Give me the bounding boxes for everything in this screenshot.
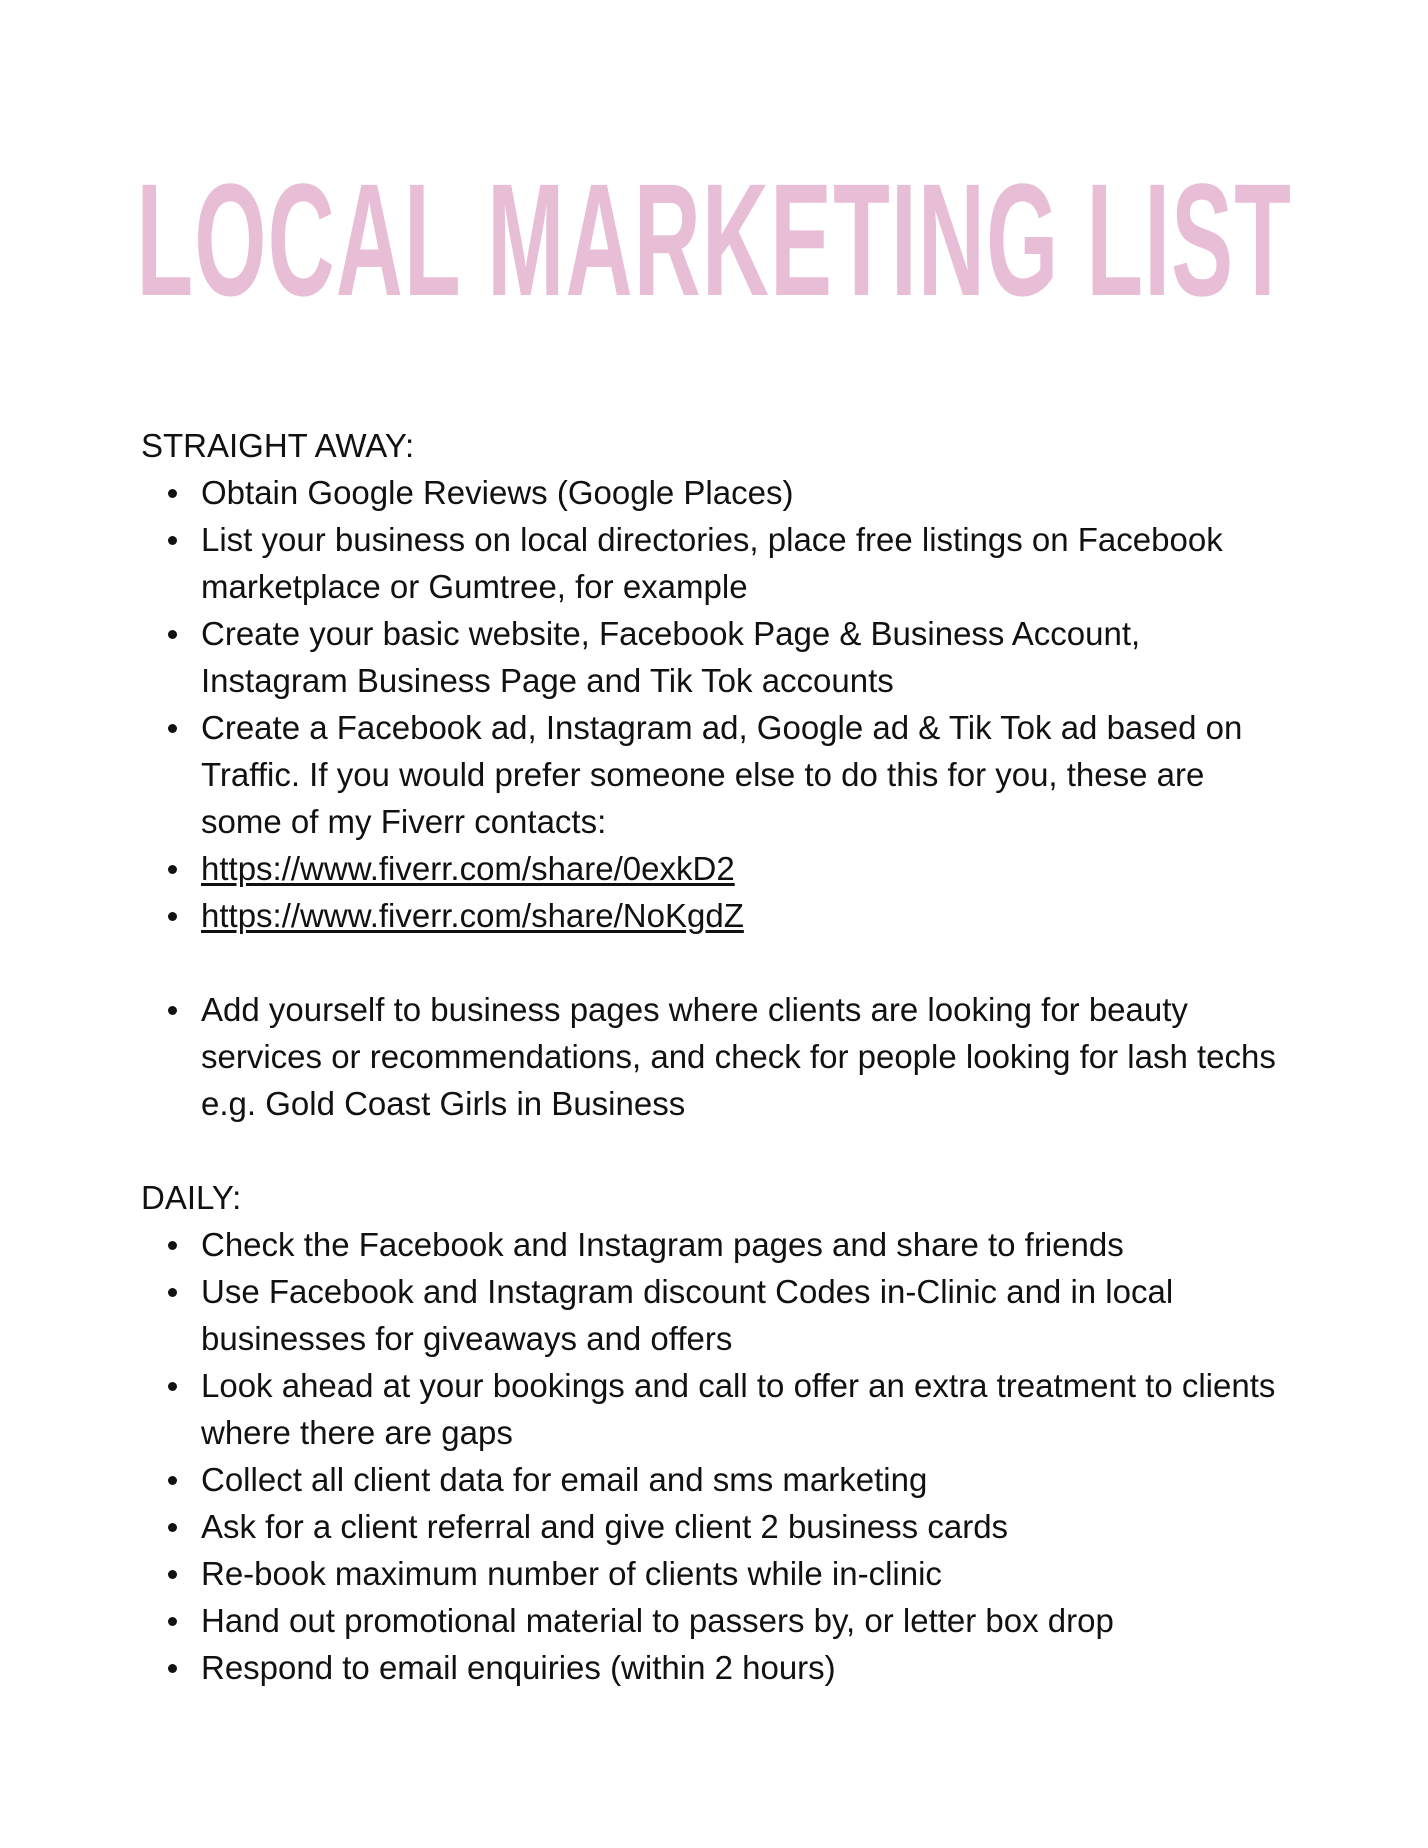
list-item	[141, 1456, 1291, 1503]
page-title: LOCAL MARKETING LIST	[136, 150, 1292, 329]
bullet-icon	[168, 630, 177, 639]
list-item-text: List your business on local directories, place free listings on Facebook marketplace or Gumtree, for example	[201, 521, 1223, 605]
bullet-icon	[168, 1664, 177, 1673]
list-item	[141, 986, 1291, 1127]
section-gap	[141, 1127, 1291, 1174]
list-item	[141, 1550, 1291, 1597]
list-item-text: Add yourself to business pages where clients are looking for beauty services or recommendations, and check for people looking for lash techs e.g. Gold Coast Girls in Business	[201, 991, 1276, 1122]
bullet-icon	[168, 1241, 177, 1250]
list-item	[141, 892, 1291, 939]
list-item	[141, 1362, 1291, 1456]
bullet-icon	[168, 912, 177, 921]
title-wrap	[0, 150, 1428, 329]
bullet-icon	[168, 1523, 177, 1532]
list-item	[141, 1503, 1291, 1550]
daily-list	[141, 1221, 1291, 1691]
fiverr-link-2[interactable]: https://www.fiverr.com/share/NoKgdZ	[201, 897, 744, 934]
straight-away-extra-list	[141, 986, 1291, 1127]
fiverr-link-1[interactable]: https://www.fiverr.com/share/0exkD2	[201, 850, 735, 887]
bullet-icon	[168, 1006, 177, 1015]
list-item	[141, 704, 1291, 845]
bullet-icon	[168, 1382, 177, 1391]
list-item	[141, 516, 1291, 610]
bullet-icon	[168, 724, 177, 733]
bullet-icon	[168, 1617, 177, 1626]
content	[141, 422, 1291, 1691]
list-item-text: Create your basic website, Facebook Page & Business Account, Instagram Business Page and Tik Tok accounts	[201, 615, 1141, 699]
list-item-text: Create a Facebook ad, Instagram ad, Google ad & Tik Tok ad based on Traffic. If you would prefer someone else to do this for you, these are some of my Fiverr contacts:	[201, 709, 1243, 840]
list-item	[141, 1221, 1291, 1268]
list-item-text: Use Facebook and Instagram discount Codes in-Clinic and in local businesses for giveaways and offers	[201, 1273, 1174, 1357]
list-item	[141, 1597, 1291, 1644]
daily-heading: DAILY:	[141, 1179, 242, 1216]
list-item-text: Collect all client data for email and sms marketing	[201, 1461, 928, 1498]
list-item	[141, 845, 1291, 892]
list-item-text: Check the Facebook and Instagram pages and share to friends	[201, 1226, 1124, 1263]
bullet-icon	[168, 865, 177, 874]
straight-away-heading: STRAIGHT AWAY:	[141, 427, 415, 464]
bullet-icon	[168, 489, 177, 498]
list-item	[141, 469, 1291, 516]
list-item-text: Re-book maximum number of clients while in-clinic	[201, 1555, 942, 1592]
bullet-icon	[168, 1288, 177, 1297]
list-item-text: Ask for a client referral and give client 2 business cards	[201, 1508, 1009, 1545]
list-item-text: Look ahead at your bookings and call to offer an extra treatment to clients where there are gaps	[201, 1367, 1276, 1451]
bullet-icon	[168, 1570, 177, 1579]
straight-away-list	[141, 469, 1291, 939]
spacer	[141, 939, 1291, 986]
bullet-icon	[168, 536, 177, 545]
bullet-icon	[168, 1476, 177, 1485]
list-item-text: Obtain Google Reviews (Google Places)	[201, 474, 794, 511]
list-item	[141, 1268, 1291, 1362]
list-item-text: Hand out promotional material to passers by, or letter box drop	[201, 1602, 1114, 1639]
list-item	[141, 610, 1291, 704]
list-item-text: Respond to email enquiries (within 2 hours)	[201, 1649, 836, 1686]
list-item	[141, 1644, 1291, 1691]
